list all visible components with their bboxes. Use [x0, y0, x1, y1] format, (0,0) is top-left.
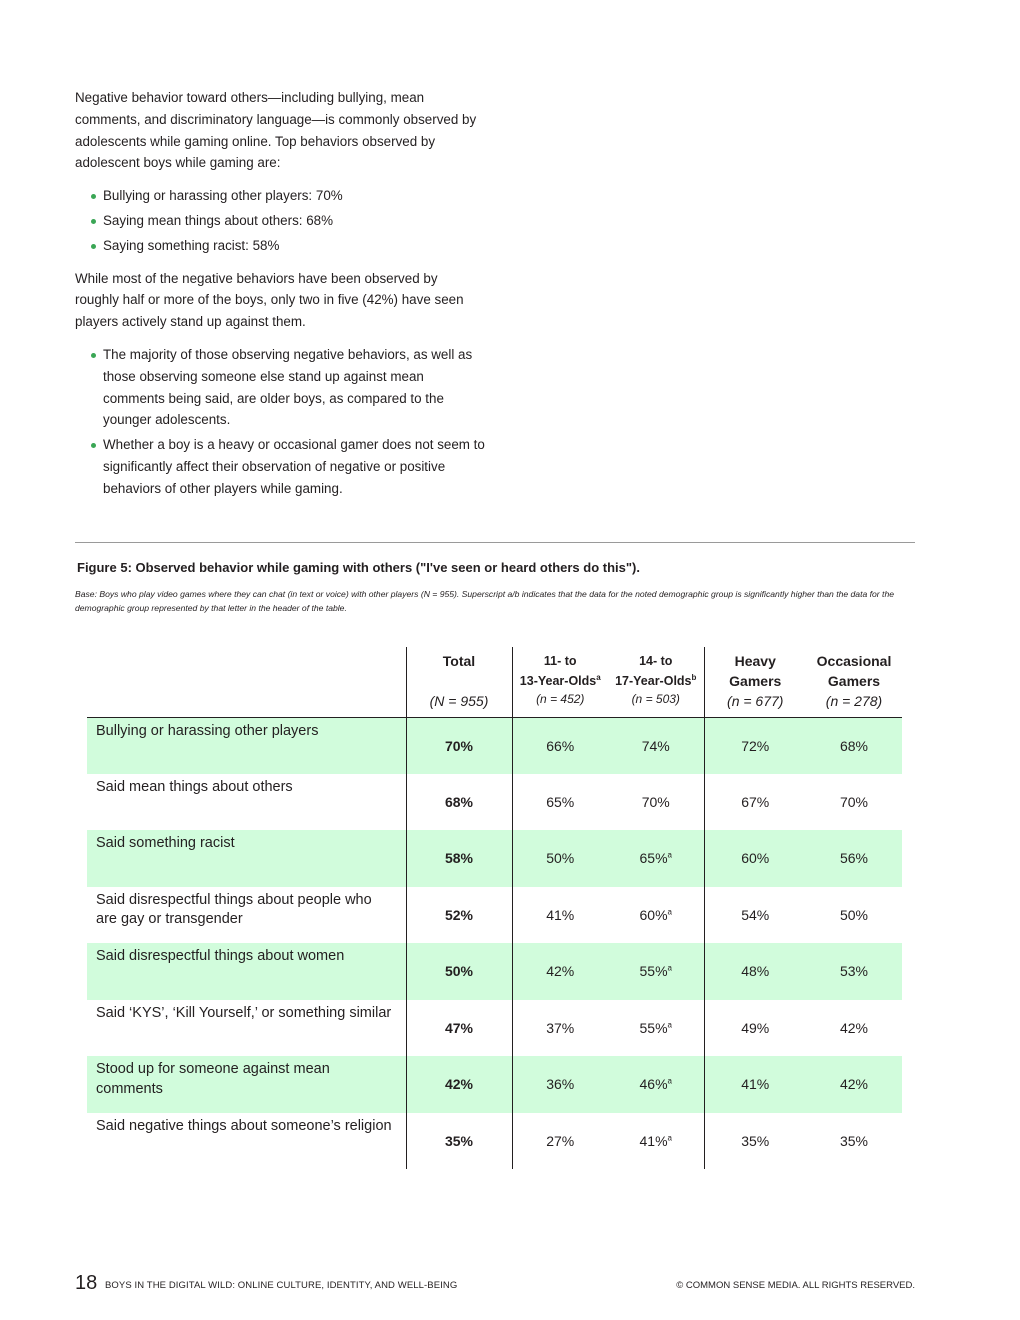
- table-row: [87, 1056, 902, 1113]
- cell-11-13: 66%: [512, 717, 608, 774]
- copyright-notice: © COMMON SENSE MEDIA. ALL RIGHTS RESERVED.: [676, 1280, 915, 1291]
- cell-14-17: 65%$^a$: [608, 830, 704, 887]
- row-label: Said mean things about others: [96, 778, 293, 795]
- intro-paragraph-1: Negative behavior toward others—including bullying, mean comments, and discriminatory language—is commonly observed by adolescents while gaming online. Top behaviors observed by adolescent boys while gaming are:: [75, 90, 477, 171]
- bullet-icon: [91, 194, 96, 199]
- observed-behavior-table: [87, 647, 902, 1169]
- header-heavy-gamers: Heavy Gamers (n = 677): [704, 647, 806, 717]
- cell-total: 50%: [406, 943, 512, 1000]
- cell-14-17: 70%: [641, 793, 670, 810]
- cell-11-13: 36%: [512, 1056, 608, 1113]
- cell-occasional-gamers: 70%: [839, 793, 869, 810]
- cell-11-13: 37%: [512, 1000, 608, 1057]
- cell-heavy-gamers: 41%: [704, 1056, 806, 1113]
- intro-text: [75, 87, 485, 511]
- cell-total: 42%: [406, 1056, 512, 1113]
- cell-14-17: 74%: [608, 717, 704, 774]
- bullet-icon: [91, 219, 96, 224]
- table-header-row: [87, 647, 902, 717]
- section-divider: [75, 542, 915, 543]
- cell-occasional-gamers: 50%: [839, 906, 869, 923]
- findings-list: [75, 344, 485, 500]
- header-behavior: [87, 647, 406, 717]
- header-total: Total (N = 955): [406, 647, 512, 717]
- cell-occasional-gamers: 42%: [839, 1019, 869, 1036]
- cell-heavy-gamers: 35%: [704, 1113, 806, 1170]
- page-number: 18: [75, 1272, 98, 1294]
- cell-total: 52%: [406, 887, 512, 944]
- table-row: [87, 774, 902, 831]
- bullet-icon: [91, 443, 96, 448]
- page-footer: [75, 1272, 915, 1296]
- cell-14-17: 55%$^a$: [639, 1019, 672, 1036]
- list-item: The majority of those observing negative behaviors, as well as those observing someone else stand up against mean comments being said, are older boys, as compared to the younger adolescents.: [103, 344, 485, 431]
- cell-heavy-gamers: 48%: [704, 943, 806, 1000]
- cell-total: 35%: [406, 1113, 512, 1170]
- table-row: [87, 717, 902, 774]
- cell-14-17: 55%$^a$: [608, 943, 704, 1000]
- cell-occasional-gamers: 53%: [806, 943, 902, 1000]
- list-item: Whether a boy is a heavy or occasional gamer does not seem to significantly affect their observation of negative or positive behaviors of other players while gaming.: [103, 434, 485, 499]
- publication-title: BOYS IN THE DIGITAL WILD: ONLINE CULTURE, IDENTITY, AND WELL-BEING: [105, 1280, 458, 1291]
- cell-occasional-gamers: 35%: [839, 1132, 869, 1149]
- header-11-13: 11- to 13-Year-Olds$^a$ (n = 452): [512, 647, 608, 717]
- row-label: Stood up for someone against mean comments: [87, 1056, 406, 1113]
- cell-14-17: 46%$^a$: [608, 1056, 704, 1113]
- row-label: Said something racist: [87, 830, 406, 887]
- header-occasional-gamers: Occasional Gamers (n = 278): [816, 653, 892, 709]
- cell-total: 68%: [406, 774, 512, 831]
- header-14-17: 14- to 17-Year-Olds$^b$ (n = 503): [615, 654, 697, 706]
- table-row: [87, 943, 902, 1000]
- intro-paragraph-2: While most of the negative behaviors have been observed by roughly half or more of the boys, only two in five (42%) have seen players actively stand up against them.: [75, 270, 464, 330]
- top-behaviors-list: [75, 185, 485, 256]
- cell-occasional-gamers: 68%: [806, 717, 902, 774]
- cell-heavy-gamers: 72%: [704, 717, 806, 774]
- cell-occasional-gamers: 56%: [806, 830, 902, 887]
- figure-title: Figure 5: Observed behavior while gaming with others ("I've seen or heard others do this").: [77, 560, 640, 575]
- row-label: Said disrespectful things about people who are gay or transgender: [96, 891, 372, 927]
- table-row: [87, 1000, 902, 1057]
- cell-14-17: 41%$^a$: [639, 1132, 672, 1149]
- row-label: Said negative things about someone’s religion: [96, 1117, 392, 1134]
- cell-heavy-gamers: 54%: [704, 887, 806, 944]
- list-item: Saying something racist: 58%: [103, 235, 485, 257]
- cell-heavy-gamers: 49%: [704, 1000, 806, 1057]
- row-label: Said disrespectful things about women: [87, 943, 406, 1000]
- cell-11-13: 42%: [512, 943, 608, 1000]
- cell-11-13: 50%: [512, 830, 608, 887]
- cell-total: 58%: [406, 830, 512, 887]
- row-label: Bullying or harassing other players: [87, 717, 406, 774]
- list-item: Saying mean things about others: 68%: [103, 210, 485, 232]
- cell-total: 70%: [406, 717, 512, 774]
- table-row: [87, 1113, 902, 1170]
- bullet-icon: [91, 353, 96, 358]
- figure-base-note: Base: Boys who play video games where they can chat (in text or voice) with other players (N = 955). Superscript a/b indicates that the data for the noted demographic group is significantly higher than the data for the demographic group represented by that letter in the header of the table.: [75, 589, 895, 613]
- cell-total: 47%: [406, 1000, 512, 1057]
- table-row: [87, 830, 902, 887]
- cell-occasional-gamers: 42%: [806, 1056, 902, 1113]
- cell-heavy-gamers: 67%: [704, 774, 806, 831]
- cell-heavy-gamers: 60%: [704, 830, 806, 887]
- cell-11-13: 27%: [512, 1113, 608, 1170]
- cell-11-13: 41%: [512, 887, 608, 944]
- row-label: Said ‘KYS’, ‘Kill Yourself,’ or something similar: [96, 1004, 392, 1021]
- cell-14-17: 60%$^a$: [639, 906, 672, 923]
- list-item: Bullying or harassing other players: 70%: [103, 185, 485, 207]
- cell-11-13: 65%: [512, 774, 608, 831]
- bullet-icon: [91, 244, 96, 249]
- table-row: [87, 887, 902, 944]
